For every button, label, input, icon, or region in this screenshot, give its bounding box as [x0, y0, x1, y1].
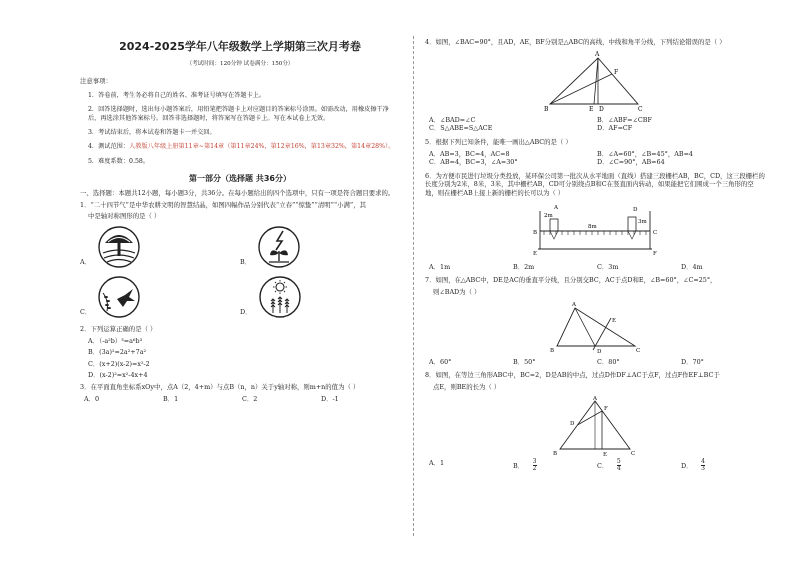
- q1-stem-line1: 1．“二十四节气”是中华农耕文明的智慧结晶，如图四幅作品分别代表“立春”“惊蛰”“清明”“小满”，其: [80, 200, 366, 209]
- q1-label-d: D．: [240, 308, 252, 317]
- q1-label-c: C．: [80, 308, 92, 317]
- q8-stem-line2: 点E，则BE的长为（ ）: [433, 382, 501, 391]
- q6-label-2m: 2m: [544, 212, 553, 219]
- question-2: [80, 325, 400, 380]
- q1-option-c[interactable]: [80, 275, 240, 319]
- q7-option-d[interactable]: D．70°: [681, 357, 704, 366]
- q7-option-b[interactable]: B．50°: [513, 357, 536, 366]
- q1-stem-line2: 中是轴对称图形的是（ ）: [88, 212, 161, 221]
- question-3: [80, 383, 400, 403]
- question-6: [425, 172, 765, 272]
- q4-point-d: D: [599, 105, 604, 113]
- q6-point-a: A: [554, 204, 558, 211]
- notes-heading: 注意事项：: [80, 77, 112, 86]
- q4-stem: 4．如图，∠BAC=90°，且AD，AE，BF分别是△ABC的高线，中线和角平分线，下列结论错误的是（ ）: [425, 38, 726, 46]
- note-2: 2．回答选择题时，选出每小题答案后，用铅笔把答题卡上对应题目的答案标号涂黑。如需改动，用橡皮擦干净后，再选涂其他答案标号。回答非选择题时，将答案写在答题卡上。写在本试卷上无效。: [88, 106, 389, 122]
- question-1: [80, 201, 400, 319]
- q1-options: [80, 225, 400, 319]
- q6-point-b: B: [533, 229, 538, 236]
- q8-point-c: C: [631, 450, 636, 457]
- q5-option-d[interactable]: D．∠C=90°，AB=64: [597, 158, 665, 167]
- note-3: 3．考试结束后，将本试卷和答题卡一并交回。: [88, 129, 216, 137]
- exam-title: 2024-2025学年八年级数学上学期第三次月考卷: [119, 40, 361, 53]
- q6-option-c[interactable]: C．3m: [597, 262, 619, 271]
- q6-option-d[interactable]: D．4m: [681, 262, 703, 271]
- q3-stem: 3．在平面直角坐标系xOy中，点A（2，4+m）与点B（n，n）关于y轴对称，则m+n的值为（ ）: [80, 383, 360, 392]
- q3-option-b[interactable]: B．1: [163, 394, 179, 403]
- q7-stem-line2: 则∠BAD为（ ）: [433, 288, 481, 297]
- q4-option-a[interactable]: A．∠BAD=∠C: [429, 115, 476, 124]
- q8-option-b[interactable]: B． $\frac{3}{2}$: [513, 459, 597, 473]
- q8-point-d: D: [570, 420, 575, 427]
- q6-fence-diagram: [530, 201, 660, 261]
- q6-options: [429, 263, 765, 272]
- solar-term-tree-icon: [97, 225, 141, 269]
- q8-stem-line1: 8．如图，在等边三角形ABC中，BC=2，D是AB的中点，过点D作DF⊥AC于点F，过点F作EF⊥BC于: [425, 371, 720, 380]
- note-5: 5．难度系数：0.58。: [88, 157, 150, 165]
- q8-point-e: E: [603, 451, 608, 457]
- solar-term-sun-wheat-icon: [258, 275, 302, 319]
- question-5: [425, 138, 765, 167]
- exam-subtitle: （考试时间：120分钟 试卷满分：150分）: [186, 60, 294, 67]
- q3-option-c[interactable]: C．2: [242, 394, 258, 403]
- q6-point-c: C: [653, 229, 658, 236]
- q7-option-a[interactable]: A．60°: [429, 357, 452, 366]
- column-divider: [413, 36, 414, 536]
- q2-option-c[interactable]: C．(x+2)(x-2)=x²-2: [88, 359, 150, 368]
- q5-option-c[interactable]: C．AB=4，BC=3，∠A=30°: [429, 158, 518, 167]
- solar-term-lightning-sprout-icon: [257, 225, 301, 269]
- q6-figure: [425, 201, 765, 261]
- q7-point-b: B: [550, 347, 555, 354]
- left-column: [80, 38, 400, 408]
- q5-stem: 5．根据下列已知条件，能唯一画出△ABC的是（ ）: [425, 137, 572, 146]
- q8-option-a[interactable]: A．1: [429, 458, 445, 467]
- q6-point-d: D: [633, 206, 638, 213]
- q4-point-e: E: [589, 105, 594, 113]
- q6-point-e: E: [533, 250, 538, 257]
- q8-option-d[interactable]: D． $\frac{4}{3}$: [681, 459, 765, 473]
- q7-point-c: C: [636, 347, 641, 354]
- question-7: [425, 276, 765, 366]
- q2-stem: 2．下列运算正确的是（ ）: [80, 324, 157, 333]
- solar-term-swallow-willow-icon: [97, 275, 141, 319]
- q7-point-a: A: [572, 301, 576, 308]
- q8-frac-b: $\frac{3}{2}$: [532, 457, 537, 473]
- q8-frac-c: $\frac{5}{4}$: [616, 457, 621, 473]
- right-column: [425, 38, 765, 478]
- q7-point-e: E: [612, 317, 617, 324]
- q8-options: [429, 459, 765, 473]
- q8-figure: [425, 395, 765, 457]
- q4-option-c[interactable]: C．S△ABE=S△ACE: [429, 124, 493, 133]
- q7-figure: [425, 300, 765, 356]
- q4-triangle-diagram: [540, 50, 650, 114]
- q1-label-b: B．: [240, 258, 252, 267]
- q7-point-d: D: [597, 348, 602, 355]
- q4-option-b[interactable]: B．∠ABF=∠CBF: [597, 115, 652, 124]
- q1-option-d[interactable]: [240, 275, 400, 319]
- q7-option-c[interactable]: C．80°: [597, 357, 620, 366]
- q4-point-f: F: [614, 68, 619, 76]
- q1-label-a: A．: [80, 258, 92, 267]
- q6-point-f: F: [653, 250, 657, 257]
- q4-option-d[interactable]: D．AF=CF: [597, 124, 633, 133]
- q5-option-a[interactable]: A．AB=3，BC=4，AC=8: [429, 149, 510, 158]
- q4-point-b: B: [544, 105, 549, 113]
- q2-option-a[interactable]: A．（-a²b）³=a⁶b³: [88, 336, 143, 345]
- q8-triangle-diagram: [550, 395, 640, 457]
- note-1: 1．答卷前，考生务必将自己的姓名、准考证号填写在答题卡上。: [88, 92, 266, 100]
- q8-point-a: A: [593, 395, 597, 402]
- q8-frac-d: $\frac{4}{3}$: [701, 457, 705, 473]
- test-range: 人教版八年级上册第11章~第14章（第11章24%，第12章16%，第13章32%，第14章28%）。: [129, 143, 395, 151]
- q4-point-c: C: [638, 105, 643, 113]
- q7-options: [429, 358, 765, 367]
- q1-option-a[interactable]: [80, 225, 240, 269]
- section-title: 第一部分（选择题 共36分）: [189, 174, 291, 184]
- q6-option-a[interactable]: A．1m: [429, 262, 451, 271]
- q8-point-b: B: [553, 450, 558, 457]
- q5-options: [429, 150, 765, 167]
- q3-options: [84, 395, 400, 404]
- q6-label-8m: 8m: [588, 223, 597, 230]
- question-8: [425, 371, 765, 472]
- q5-option-b[interactable]: B．∠A=60°，∠B=45°，AB=4: [597, 149, 693, 158]
- q8-point-f: F: [604, 405, 608, 412]
- q3-option-d[interactable]: D．-1: [321, 394, 339, 403]
- q7-stem-line1: 7．如图，在△ABC中，DE是AC的垂直平分线，且分别交BC，AC于点D和E，∠B=60°，∠C=25°，: [425, 276, 717, 285]
- question-4: [425, 38, 765, 133]
- q1-option-b[interactable]: [240, 225, 400, 269]
- q7-triangle-diagram: [545, 300, 645, 356]
- q8-option-c[interactable]: C． $\frac{5}{4}$: [597, 459, 681, 473]
- section-instruction: 一、选择题：本题共12小题，每小题3分，共36分。在每小题给出的四个选项中，只有一项是符合题目要求的。: [80, 188, 395, 197]
- q4-figure: [425, 50, 765, 114]
- q6-stem: 6．为方便市民进行垃圾分类投放，某环保公司第一批次从水平地面（直线）搭建三段栅栏AB，BC，CD，这三段栅栏的长度分别为2米，8米，3米，其中栅栏AB，CD可分别绕点B和C在竖直面内转动，如果能把它们围成一个三角形的空地，则在栅栏AB上接上新的栅栏的长可以为（ ）: [425, 171, 765, 198]
- q6-option-b[interactable]: B．2m: [513, 262, 535, 271]
- q2-option-b[interactable]: B．(3a)²=2a²+7a²: [88, 348, 147, 357]
- q2-option-d[interactable]: D．(x-2)²=x²-4x+4: [88, 371, 148, 380]
- note-4: 4．测试范围：人教版八年级上册第11章~第14章（第11章24%，第12章16%，第13章32%，第14章28%）。: [88, 143, 395, 151]
- q4-options: [429, 116, 765, 133]
- q4-point-a: A: [595, 50, 600, 58]
- q6-label-3m: 3m: [638, 218, 647, 225]
- q3-option-a[interactable]: A．0: [84, 394, 100, 403]
